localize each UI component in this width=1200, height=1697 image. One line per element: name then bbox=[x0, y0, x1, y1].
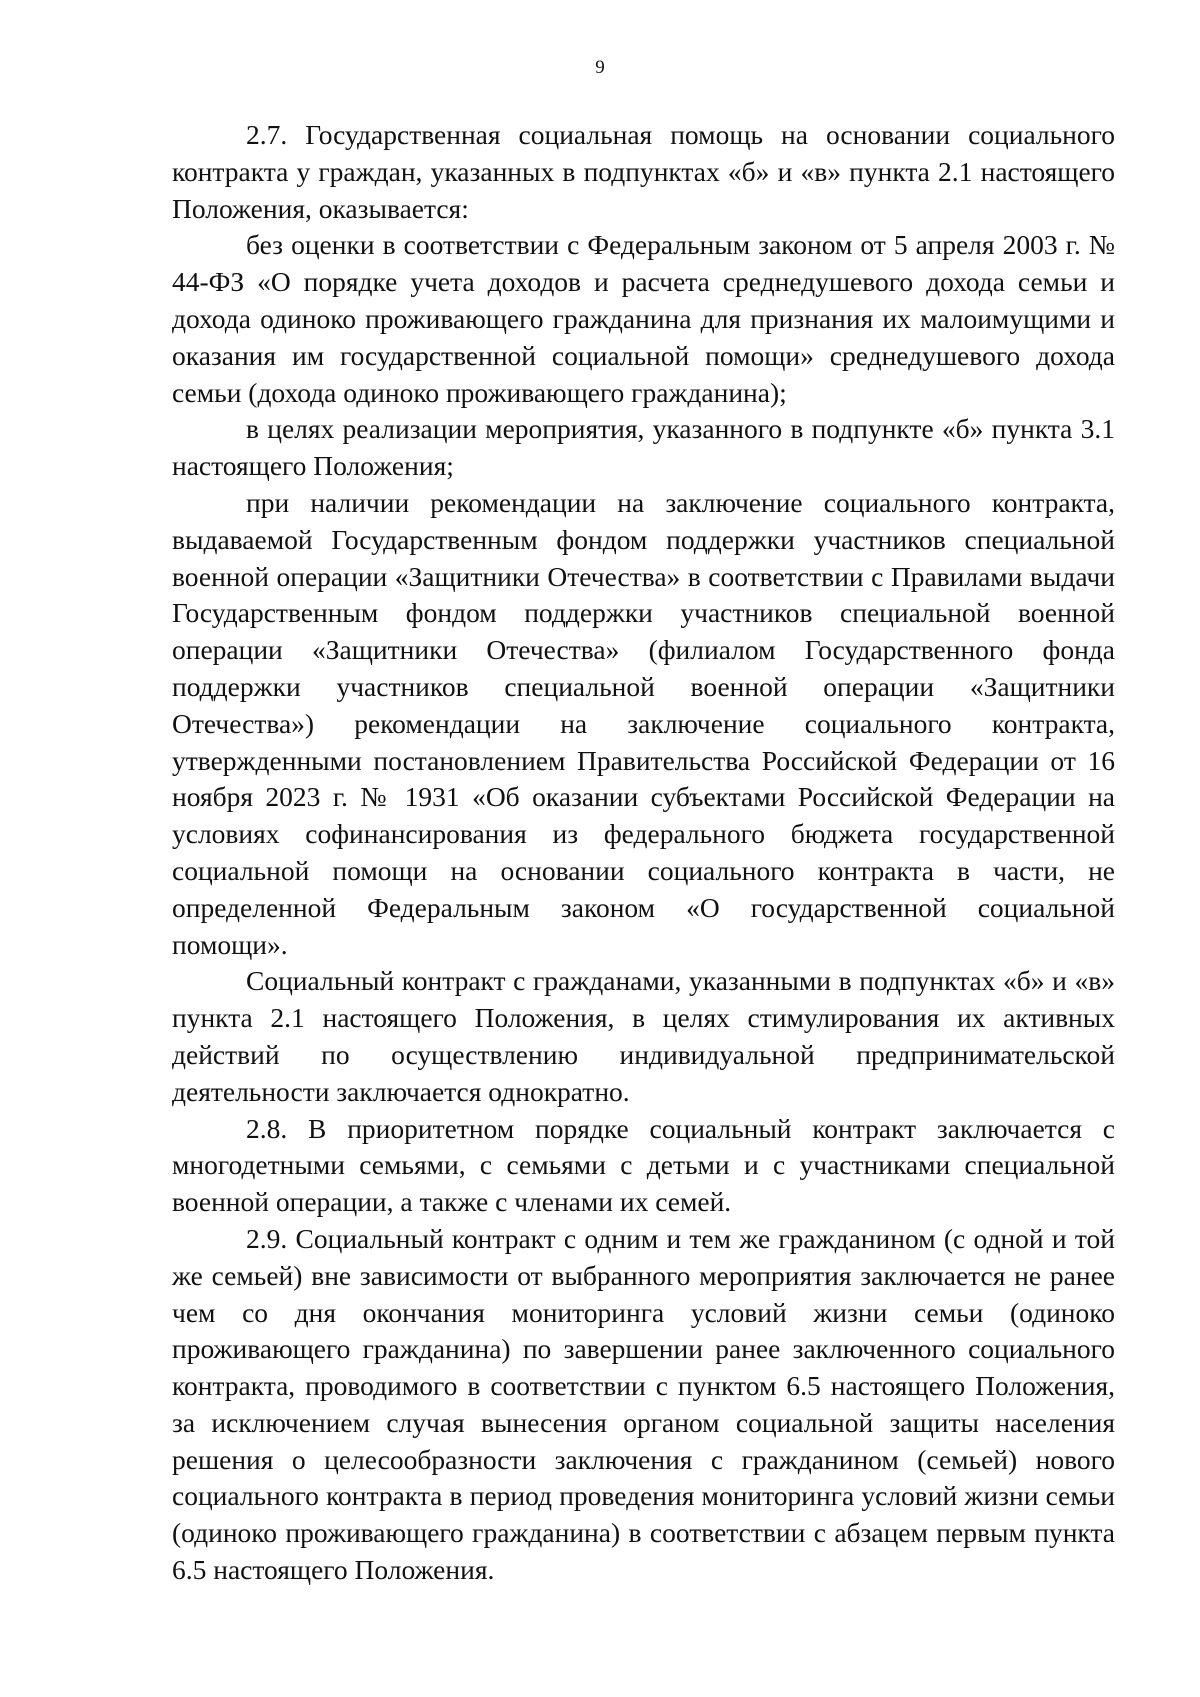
paragraph-single-contract: Социальный контракт с гражданами, указанными в подпунктах «б» и «в» пункта 2.1 настоящего Положения, в целях стимулирования их активных действий по осуществлению индивидуальной предпринимательской деятельности заключается однократно. bbox=[172, 965, 1115, 1107]
page-number: 9 bbox=[595, 57, 605, 78]
paragraph-event-purpose: в целях реализации мероприятия, указанного в подпункте «б» пункта 3.1 настоящего Положения; bbox=[172, 413, 1115, 482]
paragraph-2-9-repeat-contract: 2.9. Социальный контракт с одним и тем же гражданином (с одной и той же семьей) вне зависимости от выбранного мероприятия заключается не ранее чем со дня окончания мониторинга условий жизни семьи (одиноко проживающего гражданина) по завершении ранее заключенного социального контракта, проводимого в соответствии с пунктом 6.5 настоящего Положения, за исключением случая вынесения органом социальной защиты населения решения о целесообразности заключения с гражданином (семьей) нового социального контракта в период проведения мониторинга условий жизни семьи (одиноко проживающего гражданина) в соответствии с абзацем первым пункта 6.5 настоящего Положения. bbox=[172, 1222, 1115, 1586]
paragraph-fund-recommendation: при наличии рекомендации на заключение социального контракта, выдаваемой Государственным фондом поддержки участников специальной военной операции «Защитники Отечества» в соответствии с Правилами выдачи Государственным фондом поддержки участников специальной военной операции «Защитники Отечества» (филиалом Государственного фонда поддержки участников специальной военной операции «Защитники Отечества») рекомендации на заключение социального контракта, утвержденными постановлением Правительства Российской Федерации от 16 ноября 2023 г. № 1931 «Об оказании субъектами Российской Федерации на условиях софинансирования из федерального бюджета государственной социальной помощи на основании социального контракта в части, не определенной Федеральным законом «О государственной социальной помощи». bbox=[172, 486, 1115, 960]
paragraph-without-assessment: без оценки в соответствии с Федеральным законом от 5 апреля 2003 г. № 44-ФЗ «О порядке учета доходов и расчета среднедушевого дохода семьи и дохода одиноко проживающего гражданина для признания их малоимущими и оказания им государственной социальной помощи» среднедушевого дохода семьи (дохода одиноко проживающего гражданина); bbox=[172, 229, 1115, 408]
document-body bbox=[172, 117, 1115, 1589]
paragraph-2-7-intro: 2.7. Государственная социальная помощь на основании социального контракта у граждан, указанных в подпунктах «б» и «в» пункта 2.1 настоящего Положения, оказывается: bbox=[172, 119, 1115, 224]
paragraph-2-8-priority: 2.8. В приоритетном порядке социальный контракт заключается с многодетными семьями, с семьями с детьми и с участниками специальной военной операции, а также с членами их семей. bbox=[172, 1112, 1115, 1218]
